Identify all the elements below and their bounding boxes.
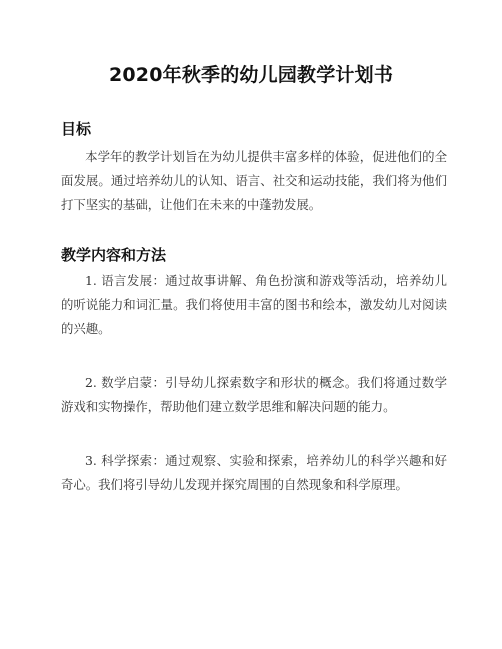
paragraph-text: 3. 科学探索：通过观察、实验和探索，培养幼儿的科学兴趣和好奇心。我们将引导幼儿发现并探究周围的自然现象和科学原理。 <box>61 453 447 492</box>
section-heading-goals: 目标 <box>61 120 92 138</box>
paragraph-language-development <box>61 269 447 341</box>
section-heading-content-methods: 教学内容和方法 <box>61 246 167 264</box>
paragraph-text: 本学年的教学计划旨在为幼儿提供丰富多样的体验，促进他们的全面发展。通过培养幼儿的认知、语言、社交和运动技能，我们将为他们打下坚实的基础，让他们在未来的中蓬勃发展。 <box>61 149 447 212</box>
paragraph-science-exploration <box>61 449 447 497</box>
paragraph-math-enlightenment <box>61 371 447 419</box>
paragraph-text: 2. 数学启蒙：引导幼儿探索数字和形状的概念。我们将通过数学游戏和实物操作，帮助他们建立数学思维和解决问题的能力。 <box>61 375 447 414</box>
paragraph-goals <box>61 145 447 217</box>
document-title: 2020年秋季的幼儿园教学计划书 <box>108 64 394 86</box>
paragraph-text: 1. 语言发展：通过故事讲解、角色扮演和游戏等活动，培养幼儿的听说能力和词汇量。我们将使用丰富的图书和绘本，激发幼儿对阅读的兴趣。 <box>61 273 447 336</box>
